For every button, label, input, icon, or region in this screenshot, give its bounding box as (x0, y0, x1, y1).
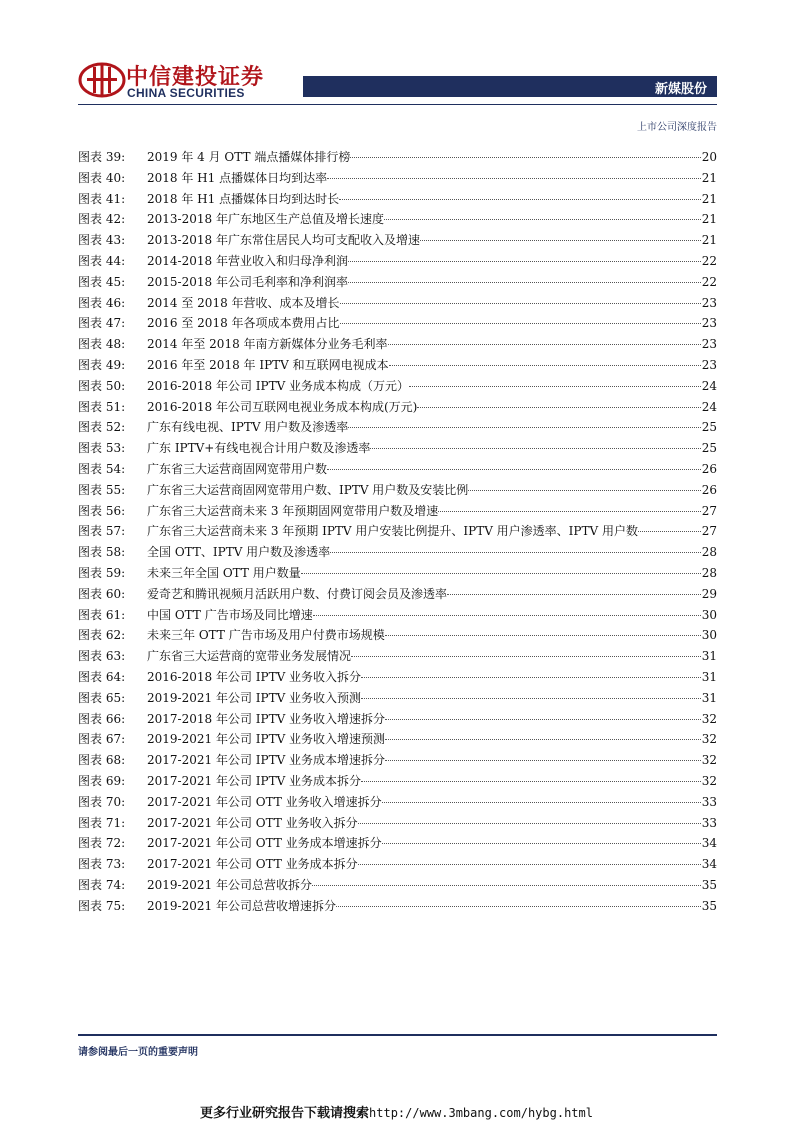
toc-figure-number: 图表 65: (78, 690, 126, 705)
toc-figure-title: 2016 年至 2018 年 IPTV 和互联网电视成本 (147, 357, 389, 372)
toc-page-number: 32 (701, 711, 717, 726)
toc-page-number: 33 (701, 815, 717, 830)
toc-entry[interactable] (78, 772, 717, 793)
toc-entry[interactable] (78, 190, 717, 211)
toc-leader-dots (420, 240, 701, 241)
toc-leader-dots (339, 199, 701, 200)
toc-entry[interactable] (78, 439, 717, 460)
toc-figure-number: 图表 46: (78, 295, 126, 310)
toc-page-number: 22 (701, 274, 717, 289)
toc-leader-dots (370, 448, 700, 449)
toc-page-number: 27 (701, 524, 717, 539)
toc-figure-title: 2018 年 H1 点播媒体日均到达时长 (147, 191, 340, 206)
toc-leader-dots (409, 386, 701, 387)
download-text: 更多行业研究报告下载请搜索 (200, 1106, 370, 1121)
toc-figure-title: 2019-2021 年公司总营收增速拆分 (147, 898, 336, 913)
toc-figure-title: 广东 IPTV+有线电视合计用户数及渗透率 (147, 441, 371, 456)
toc-figure-title: 2019-2021 年公司总营收拆分 (147, 877, 312, 892)
toc-leader-dots (340, 323, 701, 324)
toc-page-number: 28 (701, 565, 717, 580)
toc-figure-number: 图表 55: (78, 482, 126, 497)
toc-figure-title: 2013-2018 年广东地区生产总值及增长速度 (147, 212, 384, 227)
toc-leader-dots (348, 261, 701, 262)
toc-entry[interactable] (78, 210, 717, 231)
toc-figure-number: 图表 59: (78, 565, 126, 580)
figure-index (78, 148, 717, 917)
toc-figure-number: 图表 72: (78, 836, 126, 851)
report-type: 上市公司深度报告 (637, 122, 717, 133)
toc-page-number: 24 (701, 378, 717, 393)
toc-figure-title: 2017-2021 年公司 IPTV 业务成本增速拆分 (147, 753, 386, 768)
toc-page-number: 33 (701, 794, 717, 809)
toc-entry[interactable] (78, 335, 717, 356)
toc-page-number: 21 (701, 233, 717, 248)
toc-entry[interactable] (78, 855, 717, 876)
toc-figure-number: 图表 52: (78, 420, 126, 435)
toc-figure-title: 2019-2021 年公司 IPTV 业务收入预测 (147, 690, 362, 705)
toc-figure-number: 图表 61: (78, 607, 126, 622)
toc-figure-title: 全国 OTT、IPTV 用户数及渗透率 (147, 545, 331, 560)
toc-entry[interactable] (78, 647, 717, 668)
toc-figure-title: 2014-2018 年营业收入和归母净利润 (147, 253, 348, 268)
toc-figure-number: 图表 70: (78, 794, 126, 809)
toc-page-number: 23 (701, 337, 717, 352)
toc-page-number: 23 (701, 316, 717, 331)
toc-figure-number: 图表 56: (78, 503, 126, 518)
toc-entry[interactable] (78, 273, 717, 294)
toc-leader-dots (358, 864, 701, 865)
toc-entry[interactable] (78, 834, 717, 855)
toc-figure-number: 图表 47: (78, 316, 126, 331)
header-bar (303, 76, 717, 97)
toc-figure-title: 2015-2018 年公司毛利率和净利润率 (147, 274, 348, 289)
toc-page-number: 30 (701, 628, 717, 643)
toc-page-number: 32 (701, 732, 717, 747)
brand-name-en: CHINA SECURITIES (127, 86, 245, 100)
toc-entry[interactable] (78, 543, 717, 564)
toc-figure-number: 图表 40: (78, 170, 126, 185)
toc-leader-dots (312, 885, 701, 886)
toc-figure-number: 图表 63: (78, 649, 126, 664)
download-link[interactable]: http://www.3mbang.com/hybg.html (369, 1106, 593, 1120)
toc-figure-number: 图表 75: (78, 898, 126, 913)
toc-entry[interactable] (78, 876, 717, 897)
toc-figure-number: 图表 67: (78, 732, 126, 747)
toc-entry[interactable] (78, 897, 717, 918)
toc-figure-number: 图表 44: (78, 253, 126, 268)
toc-leader-dots (350, 157, 700, 158)
toc-figure-title: 广东省三大运营商未来 3 年预期固网宽带用户数及增速 (147, 503, 439, 518)
toc-figure-title: 广东省三大运营商固网宽带用户数 (147, 461, 328, 476)
toc-leader-dots (348, 282, 701, 283)
toc-entry[interactable] (78, 710, 717, 731)
toc-page-number: 26 (701, 482, 717, 497)
toc-entry[interactable] (78, 668, 717, 689)
toc-figure-title: 未来三年全国 OTT 用户数量 (147, 565, 301, 580)
brand-name-cn: 中信建投证券 (126, 65, 265, 90)
toc-leader-dots (382, 843, 701, 844)
toc-entry[interactable] (78, 294, 717, 315)
toc-leader-dots (384, 219, 701, 220)
toc-leader-dots (447, 594, 701, 595)
toc-leader-dots (385, 635, 701, 636)
toc-entry[interactable] (78, 606, 717, 627)
toc-figure-title: 2017-2021 年公司 IPTV 业务成本拆分 (147, 773, 362, 788)
toc-figure-number: 图表 68: (78, 753, 126, 768)
toc-page-number: 31 (701, 669, 717, 684)
toc-figure-number: 图表 73: (78, 857, 126, 872)
toc-figure-number: 图表 50: (78, 378, 126, 393)
toc-figure-number: 图表 60: (78, 586, 126, 601)
disclaimer-note: 请参阅最后一页的重要声明 (78, 1047, 198, 1058)
toc-figure-title: 2017-2021 年公司 OTT 业务收入增速拆分 (147, 794, 382, 809)
toc-page-number: 35 (701, 877, 717, 892)
toc-leader-dots (438, 511, 700, 512)
toc-entry[interactable] (78, 730, 717, 751)
toc-leader-dots (468, 490, 700, 491)
toc-figure-number: 图表 58: (78, 545, 126, 560)
toc-entry[interactable] (78, 252, 717, 273)
toc-leader-dots (385, 739, 701, 740)
toc-leader-dots (301, 573, 701, 574)
toc-leader-dots (417, 407, 700, 408)
toc-leader-dots (336, 906, 701, 907)
toc-leader-dots (340, 303, 701, 304)
toc-page-number: 32 (701, 773, 717, 788)
toc-figure-title: 2016 至 2018 年各项成本费用占比 (147, 316, 340, 331)
toc-figure-number: 图表 43: (78, 233, 126, 248)
toc-leader-dots (385, 719, 701, 720)
toc-entry[interactable] (78, 481, 717, 502)
toc-leader-dots (361, 781, 701, 782)
toc-figure-title: 广东有线电视、IPTV 用户数及渗透率 (147, 420, 349, 435)
toc-leader-dots (330, 552, 701, 553)
toc-page-number: 29 (701, 586, 717, 601)
toc-leader-dots (361, 677, 701, 678)
toc-figure-title: 2017-2021 年公司 OTT 业务成本拆分 (147, 857, 358, 872)
toc-page-number: 22 (701, 253, 717, 268)
toc-figure-number: 图表 53: (78, 441, 126, 456)
toc-entry[interactable] (78, 148, 717, 169)
toc-page-number: 23 (701, 295, 717, 310)
toc-entry[interactable] (78, 502, 717, 523)
toc-figure-title: 2017-2018 年公司 IPTV 业务收入增速拆分 (147, 711, 386, 726)
toc-leader-dots (348, 427, 700, 428)
toc-figure-number: 图表 49: (78, 357, 126, 372)
toc-page-number: 25 (701, 441, 717, 456)
toc-page-number: 21 (701, 170, 717, 185)
toc-entry[interactable] (78, 398, 717, 419)
download-banner (0, 1102, 793, 1121)
toc-page-number: 31 (701, 690, 717, 705)
toc-figure-title: 2017-2021 年公司 OTT 业务成本增速拆分 (147, 836, 382, 851)
toc-figure-title: 广东省三大运营商固网宽带用户数、IPTV 用户数及安装比例 (147, 482, 469, 497)
toc-figure-number: 图表 66: (78, 711, 126, 726)
toc-leader-dots (382, 802, 701, 803)
toc-page-number: 21 (701, 191, 717, 206)
toc-page-number: 28 (701, 545, 717, 560)
toc-entry[interactable] (78, 418, 717, 439)
toc-figure-title: 未来三年 OTT 广告市场及用户付费市场规模 (147, 628, 385, 643)
toc-page-number: 34 (701, 857, 717, 872)
toc-figure-number: 图表 57: (78, 524, 126, 539)
toc-figure-title: 广东省三大运营商的宽带业务发展情况 (147, 649, 352, 664)
toc-figure-number: 图表 71: (78, 815, 126, 830)
toc-figure-title: 2017-2021 年公司 OTT 业务收入拆分 (147, 815, 358, 830)
toc-entry[interactable] (78, 522, 717, 543)
toc-entry[interactable] (78, 689, 717, 710)
toc-page-number: 20 (701, 150, 717, 164)
toc-entry[interactable] (78, 314, 717, 335)
toc-leader-dots (385, 760, 701, 761)
toc-figure-title: 2019-2021 年公司 IPTV 业务收入增速预测 (147, 732, 386, 747)
toc-entry[interactable] (78, 793, 717, 814)
toc-page-number: 34 (701, 836, 717, 851)
toc-figure-number: 图表 69: (78, 773, 126, 788)
header-divider (78, 104, 717, 105)
toc-page-number: 27 (701, 503, 717, 518)
toc-figure-number: 图表 74: (78, 877, 126, 892)
toc-figure-number: 图表 62: (78, 628, 126, 643)
toc-figure-number: 图表 51: (78, 399, 126, 414)
toc-entry[interactable] (78, 460, 717, 481)
toc-leader-dots (351, 656, 701, 657)
toc-figure-title: 2019 年 4 月 OTT 端点播媒体排行榜 (147, 150, 351, 164)
footer-divider (78, 1034, 717, 1036)
toc-figure-number: 图表 42: (78, 212, 126, 227)
toc-figure-number: 图表 41: (78, 191, 126, 206)
toc-page-number: 32 (701, 753, 717, 768)
toc-figure-title: 2016-2018 年公司 IPTV 业务成本构成（万元） (147, 378, 410, 393)
toc-figure-title: 2014 年至 2018 年南方新媒体分业务毛利率 (147, 337, 388, 352)
toc-leader-dots (313, 615, 701, 616)
toc-page-number: 24 (701, 399, 717, 414)
toc-page-number: 26 (701, 461, 717, 476)
toc-leader-dots (327, 178, 701, 179)
company-name: 新媒股份 (654, 82, 707, 97)
toc-figure-title: 2018 年 H1 点播媒体日均到达率 (147, 170, 328, 185)
toc-figure-title: 中国 OTT 广告市场及同比增速 (147, 607, 313, 622)
toc-entry[interactable] (78, 169, 717, 190)
toc-entry[interactable] (78, 814, 717, 835)
toc-figure-title: 2016-2018 年公司 IPTV 业务收入拆分 (147, 669, 362, 684)
china-securities-logo (78, 62, 126, 98)
toc-figure-title: 2014 至 2018 年营收、成本及增长 (147, 295, 340, 310)
toc-page-number: 30 (701, 607, 717, 622)
toc-page-number: 23 (701, 357, 717, 372)
toc-entry[interactable] (78, 231, 717, 252)
toc-figure-number: 图表 54: (78, 461, 126, 476)
toc-page-number: 31 (701, 649, 717, 664)
toc-figure-title: 2013-2018 年广东常住居民人均可支配收入及增速 (147, 233, 420, 248)
toc-page-number: 21 (701, 212, 717, 227)
toc-leader-dots (388, 344, 701, 345)
toc-entry[interactable] (78, 356, 717, 377)
toc-figure-number: 图表 64: (78, 669, 126, 684)
toc-figure-number: 图表 45: (78, 274, 126, 289)
toc-entry[interactable] (78, 377, 717, 398)
toc-entry[interactable] (78, 564, 717, 585)
toc-entry[interactable] (78, 626, 717, 647)
toc-leader-dots (638, 531, 701, 532)
toc-leader-dots (389, 365, 701, 366)
toc-entry[interactable] (78, 751, 717, 772)
toc-entry[interactable] (78, 585, 717, 606)
toc-figure-number: 图表 48: (78, 337, 126, 352)
toc-figure-title: 2016-2018 年公司互联网电视业务成本构成(万元) (147, 399, 418, 414)
toc-leader-dots (361, 698, 701, 699)
toc-leader-dots (327, 469, 701, 470)
toc-leader-dots (358, 823, 701, 824)
toc-figure-number: 图表 39: (78, 150, 126, 164)
toc-figure-title: 爱奇艺和腾讯视频月活跃用户数、付费订阅会员及渗透率 (147, 586, 448, 601)
toc-page-number: 25 (701, 420, 717, 435)
toc-figure-title: 广东省三大运营商未来 3 年预期 IPTV 用户安装比例提升、IPTV 用户渗透率、IPTV 用户数 (147, 524, 638, 539)
toc-page-number: 35 (701, 898, 717, 913)
